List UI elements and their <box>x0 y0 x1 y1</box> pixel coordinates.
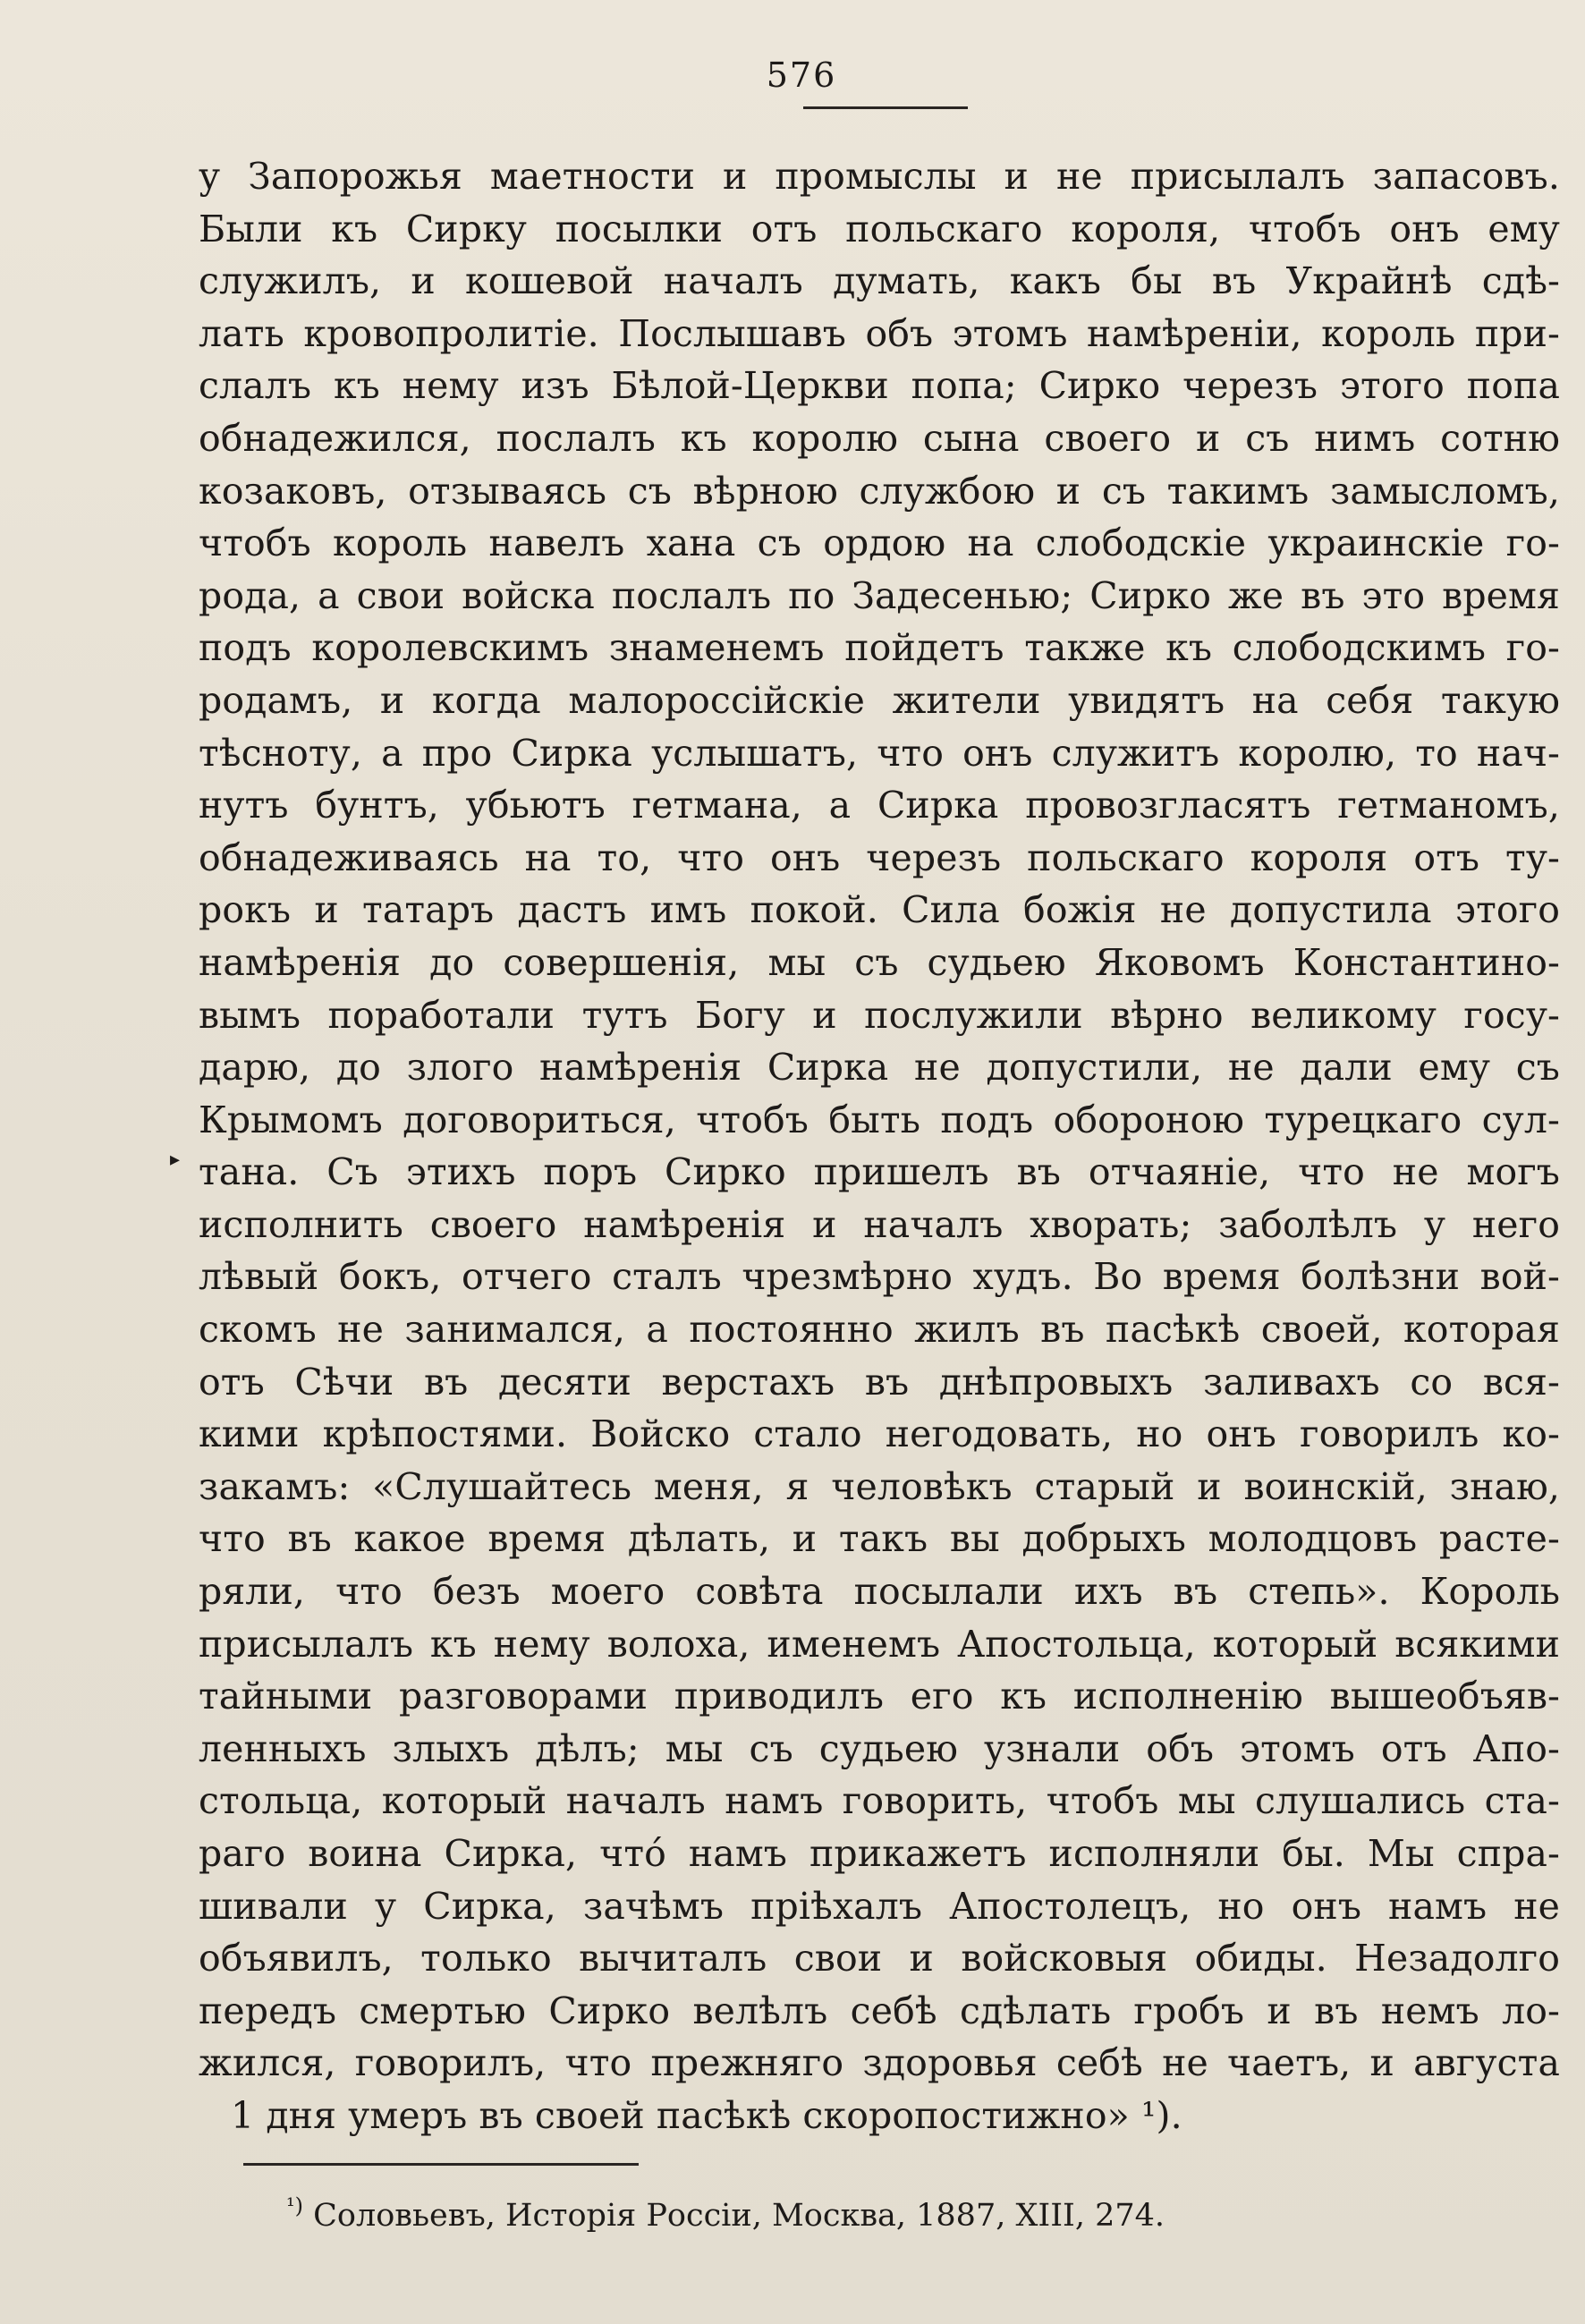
text-line: нутъ бунтъ, убьютъ гетмана, а Сирка провозгласятъ гетманомъ, <box>199 784 1560 827</box>
margin-mark: ▸ <box>170 1149 181 1171</box>
text-line: закамъ: «Слушайтесь меня, я человѣкъ старый и воинскій, знаю, <box>199 1464 1560 1508</box>
text-line: служилъ, и кошевой началъ думать, какъ бы въ Украйнѣ сдѣ- <box>199 259 1560 303</box>
footnote-text: Соловьевъ, Исторія Россіи, Москва, 1887, XIII, 274. <box>313 2198 1165 2234</box>
footnote <box>286 2193 1165 2234</box>
text-line: подъ королевскимъ знаменемъ пойдетъ также къ слободскимъ го- <box>199 626 1560 670</box>
text-line: исполнить своего намѣренія и началъ хворать; заболѣлъ у него <box>199 1202 1560 1246</box>
text-line: лать кровопролитіе. Послышавъ объ этомъ намѣреніи, король при- <box>199 311 1560 355</box>
text-line: объявилъ, только вычиталъ свои и войсковыя обиды. Незадолго <box>199 1937 1560 1980</box>
text-line: кими крѣпостями. Войско стало негодовать, но онъ говорилъ ко- <box>199 1412 1560 1456</box>
text-line: слалъ къ нему изъ Бѣлой-Церкви попа; Сирко черезъ этого попа <box>199 364 1560 408</box>
text-line: родамъ, и когда малороссійскіе жители увидятъ на себя такую <box>199 678 1560 722</box>
footnote-rule <box>243 2163 639 2166</box>
text-line: тѣсноту, а про Сирка услышатъ, что онъ служитъ королю, то нач- <box>199 731 1560 775</box>
text-line: ряли, что безъ моего совѣта посылали ихъ въ степь». Король <box>199 1570 1560 1614</box>
footnote-mark: ¹) <box>286 2193 303 2218</box>
text-line: обнадеживаясь на то, что онъ черезъ польскаго короля отъ ту- <box>199 835 1560 879</box>
text-line: рокъ и татаръ дастъ имъ покой. Сила божія не допустила этого <box>199 888 1560 932</box>
text-line: передъ смертью Сирко велѣлъ себѣ сдѣлать гробъ и въ немъ ло- <box>199 1989 1560 2032</box>
text-line: тайными разговорами приводилъ его къ исполненію вышеобъяв- <box>199 1675 1560 1718</box>
text-line: козаковъ, отзываясь съ вѣрною службою и съ такимъ замысломъ, <box>199 469 1560 513</box>
text-line: присылалъ къ нему волоха, именемъ Апостольца, который всякими <box>199 1622 1560 1666</box>
text-line: что въ какое время дѣлать, и такъ вы добрыхъ молодцовъ расте- <box>199 1517 1560 1561</box>
text-line: дарю, до злого намѣренія Сирка не допустили, не дали ему съ <box>199 1046 1560 1090</box>
text-line: отъ Сѣчи въ десяти верстахъ въ днѣпровыхъ заливахъ со вся- <box>199 1360 1560 1404</box>
page-number: 576 <box>766 55 837 95</box>
text-line: у Запорожья маетности и промыслы и не присылалъ запасовъ. <box>199 155 1560 198</box>
text-line-last: 1 дня умеръ въ своей пасѣкѣ скоропостижно» ¹). <box>231 2093 1182 2137</box>
text-line: ленныхъ злыхъ дѣлъ; мы съ судьею узнали объ этомъ отъ Апо- <box>199 1726 1560 1770</box>
text-line: Были къ Сирку посылки отъ польскаго короля, чтобъ онъ ему <box>199 207 1560 250</box>
text-line: обнадежился, послалъ къ королю сына своего и съ нимъ сотню <box>199 416 1560 460</box>
text-line: раго воина Сирка, чтó намъ прикажетъ исполняли бы. Мы спра- <box>199 1832 1560 1875</box>
text-line: жился, говорилъ, что прежняго здоровья себѣ не чаетъ, и августа <box>199 2041 1560 2085</box>
page-number-rule <box>803 106 968 109</box>
text-line: шивали у Сирка, зачѣмъ пріѣхалъ Апостолецъ, но онъ намъ не <box>199 1884 1560 1928</box>
text-line: лѣвый бокъ, отчего сталъ чрезмѣрно худъ. Во время болѣзни вой- <box>199 1255 1560 1299</box>
text-line: рода, а свои войска послалъ по Задесенью; Сирко же въ это время <box>199 573 1560 617</box>
text-line: намѣренія до совершенія, мы съ судьею Яковомъ Константино- <box>199 940 1560 984</box>
text-line: стольца, который началъ намъ говорить, чтобъ мы слушались ста- <box>199 1779 1560 1823</box>
text-line: тана. Съ этихъ поръ Сирко пришелъ въ отчаяніе, что не могъ <box>199 1150 1560 1194</box>
text-line: вымъ поработали тутъ Богу и послужили вѣрно великому госу- <box>199 993 1560 1037</box>
body-text <box>199 150 1560 2142</box>
text-line: скомъ не занимался, а постоянно жилъ въ пасѣкѣ своей, которая <box>199 1308 1560 1352</box>
text-line: Крымомъ договориться, чтобъ быть подъ обороною турецкаго сул- <box>199 1098 1560 1141</box>
text-line: чтобъ король навелъ хана съ ордою на слободскіе украинскіе го- <box>199 522 1560 565</box>
